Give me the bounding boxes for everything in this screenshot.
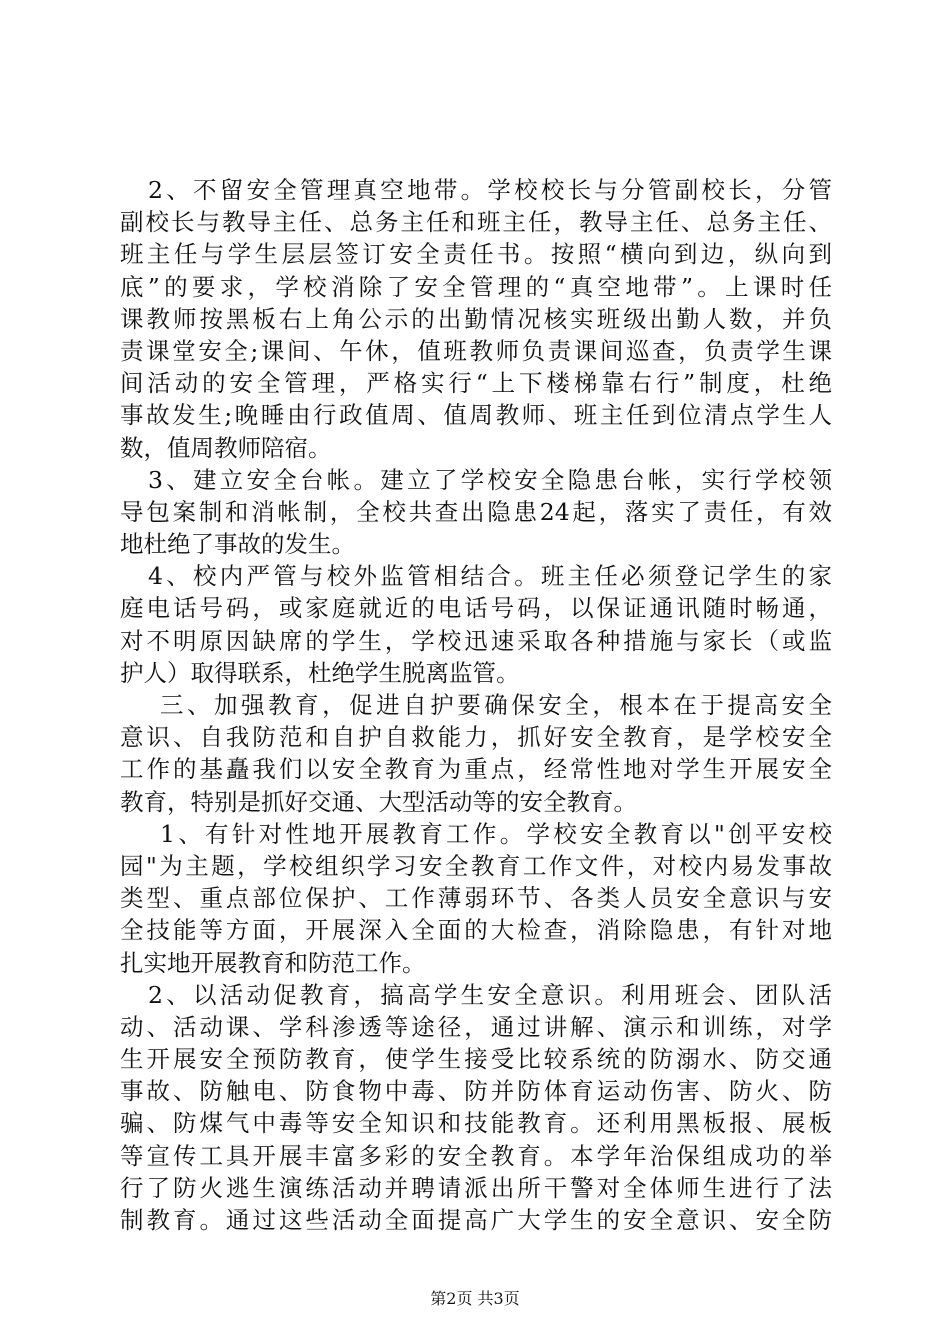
document-body xyxy=(120,174,832,1236)
text-line: 课教师按黑板右上角公示的出勤情况核实班级出勤人数，并负 xyxy=(120,304,832,333)
text-line: 事故、防触电、防食物中毒、防并防体育运动伤害、防火、防 xyxy=(120,1077,832,1106)
text-line: 导包案制和消帐制，全校共查出隐患24起，落实了责任，有效 xyxy=(120,497,832,526)
text-line: 行了防火逃生演练活动并聘请派出所干警对全体师生进行了法 xyxy=(120,1173,832,1202)
text-line: 副校长与教导主任、总务主任和班主任，教导主任、总务主任、 xyxy=(120,208,832,237)
text-line: 三、加强教育，促进自护要确保安全，根本在于提高安全 xyxy=(160,691,832,719)
text-line: 全技能等方面，开展深入全面的大检查，消除隐患，有针对地 xyxy=(120,916,832,945)
text-line: 园"为主题，学校组织学习安全教育工作文件，对校内易发事故 xyxy=(120,851,832,880)
text-line: 扎实地开展教育和防范工作。 xyxy=(120,948,426,977)
text-line: 对不明原因缺席的学生，学校迅速采取各种措施与家长（或监 xyxy=(120,626,832,655)
text-line: 4、校内严管与校外监管相结合。班主任必须登记学生的家 xyxy=(148,562,832,591)
text-line: 类型、重点部位保护、工作薄弱环节、各类人员安全意识与安 xyxy=(120,884,832,913)
text-line: 3、建立安全台帐。建立了学校安全隐患台帐，实行学校领 xyxy=(148,465,832,494)
text-line: 生开展安全预防教育，使学生接受比较系统的防溺水、防交通 xyxy=(120,1045,832,1074)
text-line: 教育，特别是抓好交通、大型活动等的安全教育。 xyxy=(120,787,637,816)
text-line: 1、有针对性地开展教育工作。学校安全教育以"创平安校 xyxy=(160,819,832,848)
text-line: 班主任与学生层层签订安全责任书。按照“横向到边，纵向到 xyxy=(120,240,832,269)
text-line: 工作的基矗我们以安全教育为重点，经常性地对学生开展安全 xyxy=(120,755,832,784)
text-line: 护人）取得联系，杜绝学生脱离监管。 xyxy=(120,658,520,687)
text-line: 责课堂安全;课间、午休，值班教师负责课间巡查，负责学生课 xyxy=(120,336,832,365)
text-line: 底”的要求，学校消除了安全管理的“真空地带”。上课时任 xyxy=(120,272,832,301)
text-line: 2、不留安全管理真空地带。学校校长与分管副校长，分管 xyxy=(148,176,832,204)
text-line: 意识、自我防范和自护自救能力，抓好安全教育，是学校安全 xyxy=(120,723,832,752)
text-line: 间活动的安全管理，严格实行“上下楼梯靠右行”制度，杜绝 xyxy=(120,369,832,398)
text-line: 骗、防煤气中毒等安全知识和技能教育。还利用黑板报、展板 xyxy=(120,1109,832,1138)
text-line: 数，值周教师陪宿。 xyxy=(120,433,332,462)
text-line: 庭电话号码，或家庭就近的电话号码，以保证通讯随时畅通， xyxy=(120,594,832,623)
text-line: 地杜绝了事故的发生。 xyxy=(120,530,355,559)
text-line: 动、活动课、学科渗透等途径，通过讲解、演示和训练，对学 xyxy=(120,1012,832,1041)
text-line: 等宣传工具开展丰富多彩的安全教育。本学年治保组成功的举 xyxy=(120,1141,832,1170)
text-line: 制教育。通过这些活动全面提高广大学生的安全意识、安全防 xyxy=(120,1206,832,1234)
text-line: 事故发生;晚睡由行政值周、值周教师、班主任到位清点学生人 xyxy=(120,401,832,430)
text-line: 2、以活动促教育，搞高学生安全意识。利用班会、团队活 xyxy=(148,980,832,1009)
page-number: 第2页 共3页 xyxy=(430,1289,520,1308)
